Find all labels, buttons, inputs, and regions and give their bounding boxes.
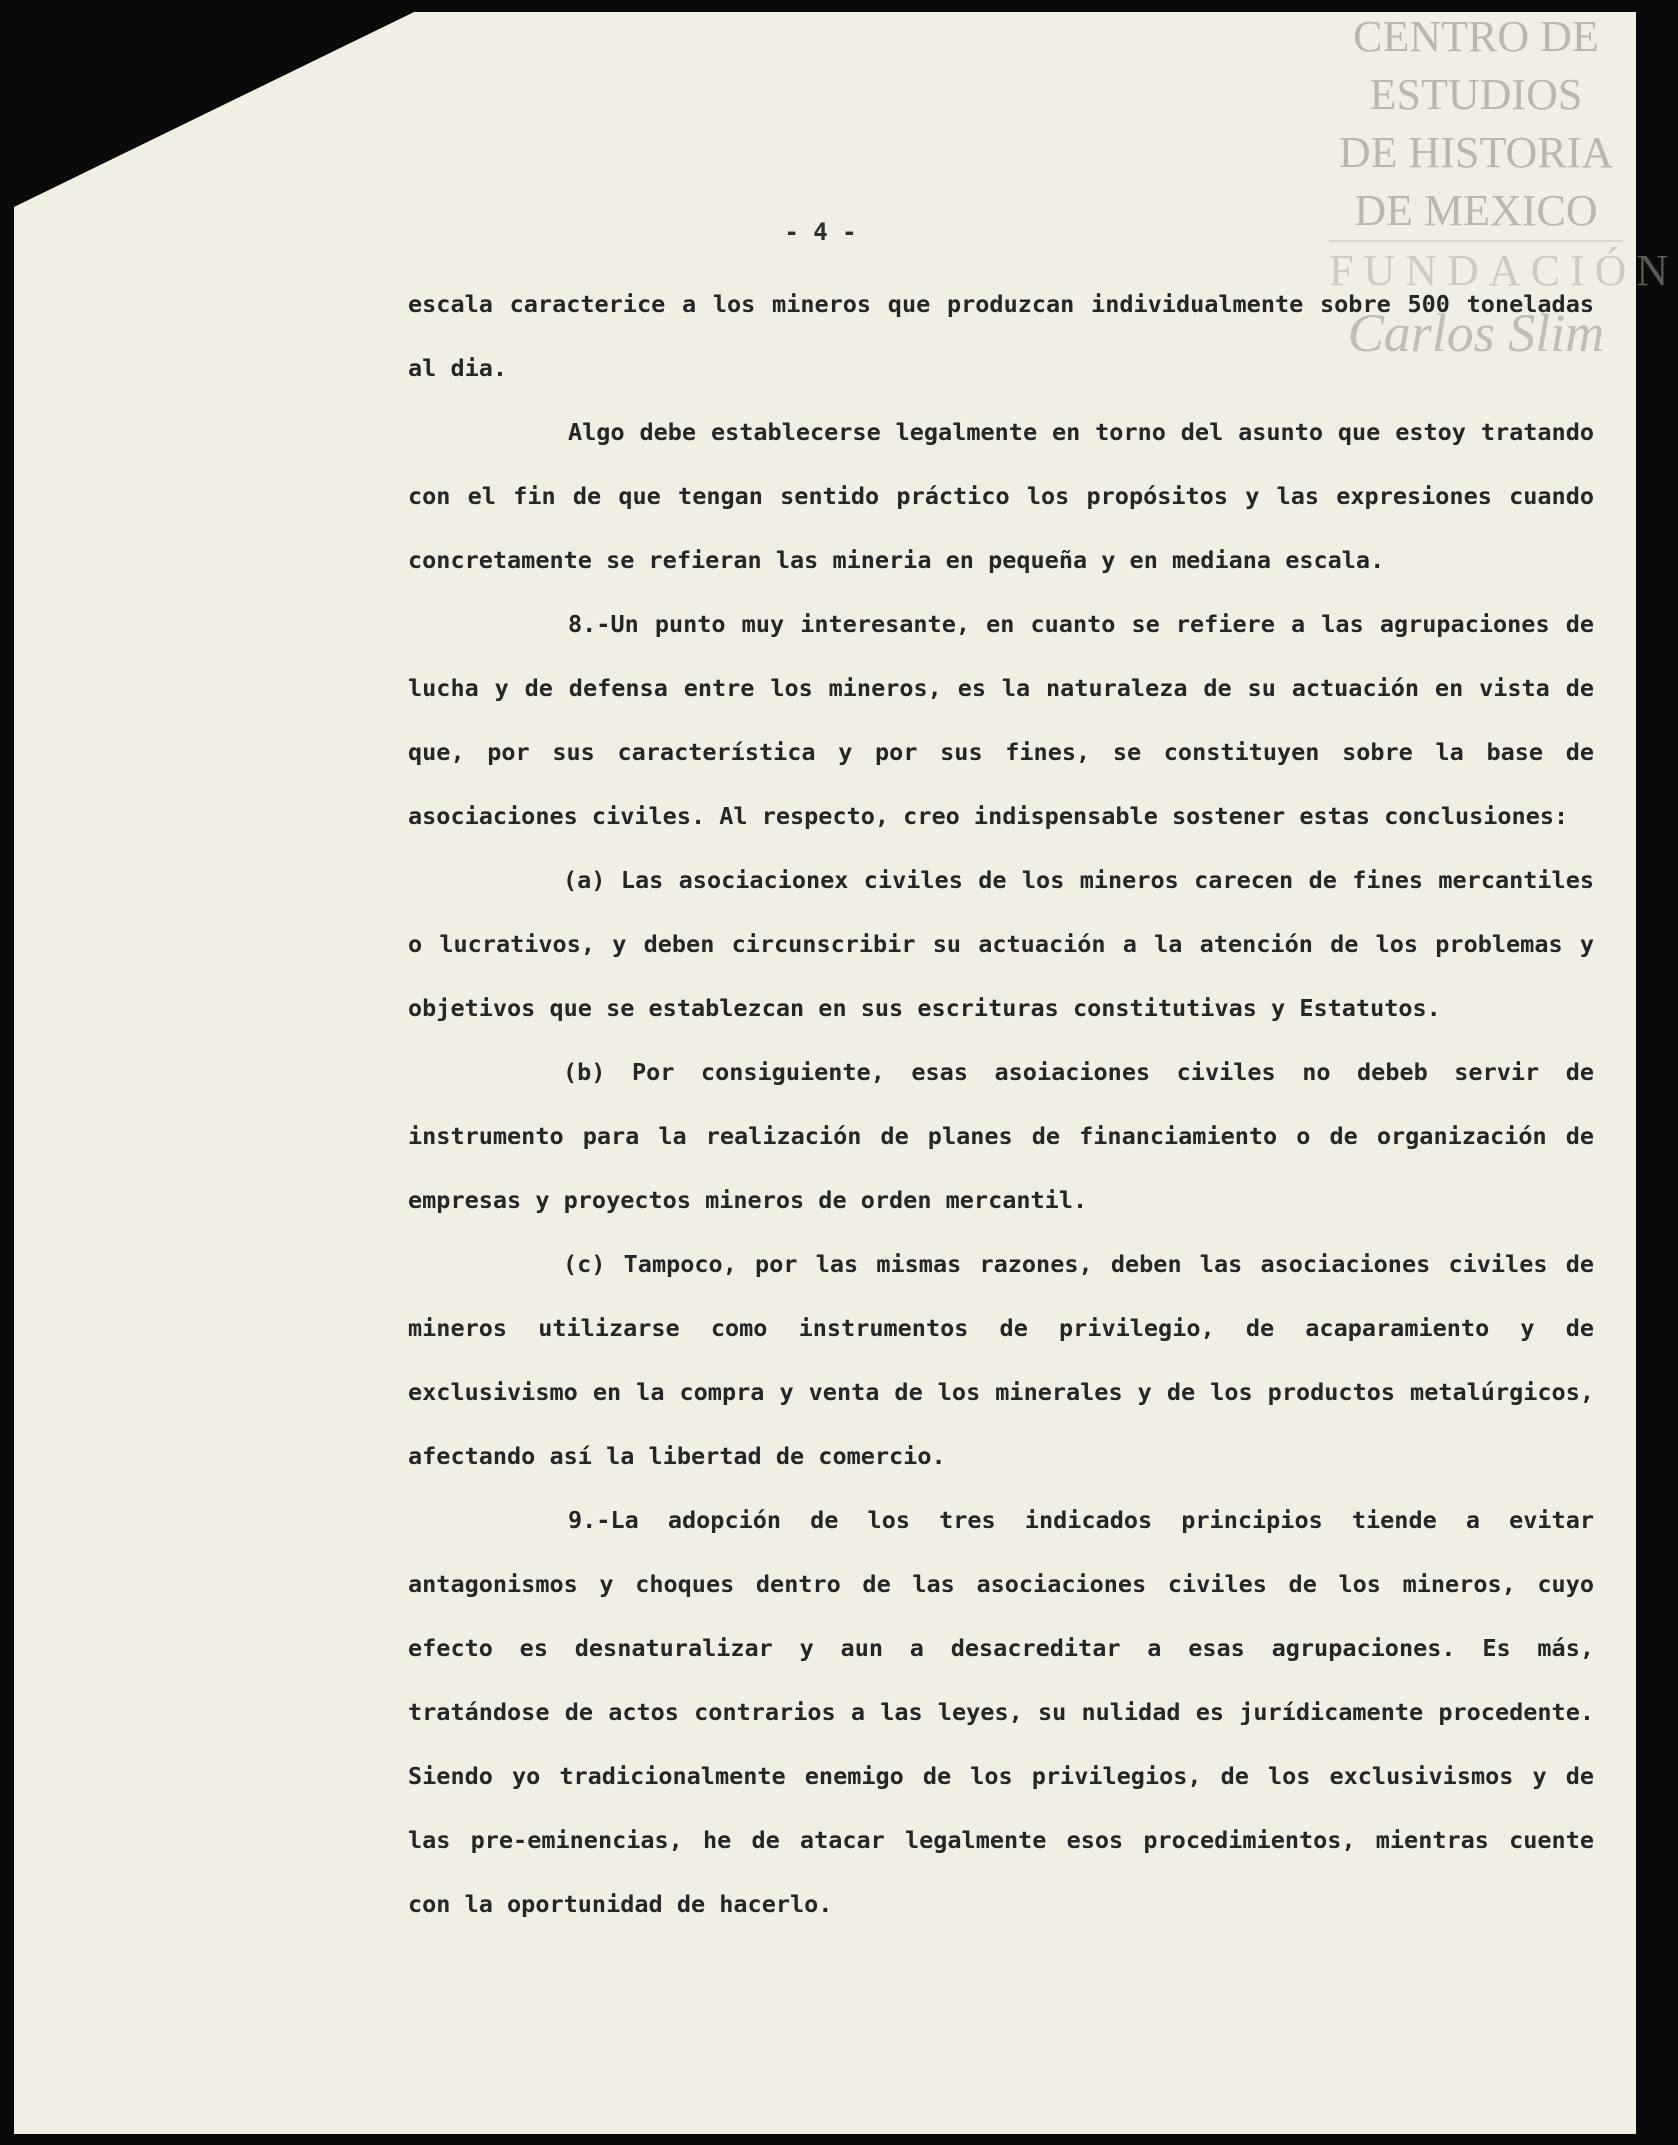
paragraph: Algo debe establecerse legalmente en torno del asunto que estoy tratando con el fin de que tengan sentido práctico los propósitos y las expresiones cuando concretamente se refieran las mineria en pequeña y en mediana escala.: [408, 418, 1594, 574]
paragraph: (a) Las asociacionex civiles de los mineros carecen de fines mercantiles o lucrativos, y deben circunscribir su actuación a la atención de los problemas y objetivos que se establezcan en sus escrituras constitutivas y Estatutos.: [408, 866, 1594, 1022]
paragraph: 9.-La adopción de los tres indicados principios tiende a evitar antagonismos y choques dentro de las asociaciones civiles de los mineros, cuyo efecto es desnaturalizar y aun a desacreditar a esas agrupaciones. Es más, tratándose de actos contrarios a las leyes, su nulidad es jurídicamente procedente. Siendo yo tradicionalmente enemigo de los privilegios, de los exclusivismos y de las pre-eminencias, he de atacar legalmente esos procedimientos, mientras cuente con la oportunidad de hacerlo.: [408, 1506, 1594, 1918]
watermark-fundacion: FUNDACIÓN: [1329, 240, 1623, 300]
watermark-line: DE MEXICO: [1354, 186, 1598, 235]
document-body: [408, 272, 1594, 1936]
paragraph: (b) Por consiguiente, esas asoiaciones civiles no debeb servir de instrumento para la realización de planes de financiamiento o de organización de empresas y proyectos mineros de orden mercantil.: [408, 1058, 1594, 1214]
watermark-line: CENTRO DE: [1353, 12, 1599, 61]
paragraph: 8.-Un punto muy interesante, en cuanto se refiere a las agrupaciones de lucha y de defensa entre los mineros, es la naturaleza de su actuación en vista de que, por sus característica y por sus fines, se constituyen sobre la base de asociaciones civiles. Al respecto, creo indispensable sostener estas conclusiones:: [408, 610, 1594, 830]
paragraph: escala caracterice a los mineros que produzcan individualmente sobre 500 toneladas al dia.: [408, 290, 1594, 382]
watermark-line: ESTUDIOS: [1369, 70, 1583, 119]
watermark-signature: Carlos Slim: [1347, 303, 1605, 363]
watermark-line: DE HISTORIA: [1338, 128, 1614, 177]
paragraph: (c) Tampoco, por las mismas razones, deben las asociaciones civiles de mineros utilizarse como instrumentos de privilegio, de acaparamiento y de exclusivismo en la compra y venta de los minerales y de los productos metalúrgicos, afectando así la libertad de comercio.: [408, 1250, 1594, 1470]
page-number: - 4 -: [784, 218, 857, 246]
